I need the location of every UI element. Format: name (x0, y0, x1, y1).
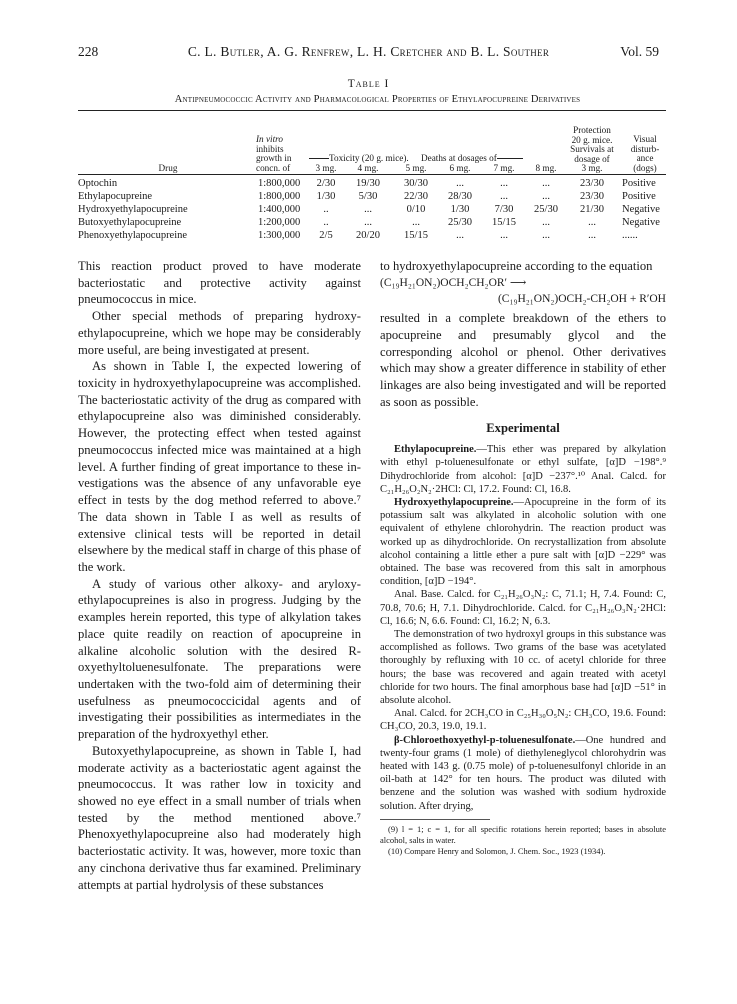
dose-3mg-header: 3 mg. (315, 163, 337, 173)
dose-cell: ... (500, 178, 508, 189)
paragraph: Other special methods of preparing hydroxyethylapocupreine, which we hope may be considerably more useful, are being investigated at present. (78, 309, 361, 357)
table-top-rule (78, 110, 666, 111)
dose-5mg-header: 5 mg. (405, 163, 427, 173)
protection-cell: ... (588, 217, 596, 228)
table-header-rule (78, 174, 666, 175)
dose-8mg-header: 8 mg. (535, 163, 557, 173)
dose-cell: ... (500, 230, 508, 241)
concn-cell: 1:200,000 (258, 217, 301, 228)
table-row (78, 191, 668, 204)
dose-cell: 2/30 (316, 178, 336, 189)
volume-label: Vol. 59 (620, 44, 659, 59)
visual-header (622, 135, 668, 173)
dose-cell: ... (364, 217, 372, 228)
equation-line-1: (C₁₉H₂₁ON₂)OCH₂CH₂OR′ ⟶ (380, 276, 527, 289)
footnote: (10) Compare Henry and Solomon, J. Chem. Soc., 1923 (1934). (388, 845, 606, 856)
in-vitro-line-2: inhibits (256, 143, 284, 154)
dose-cell: 25/30 (534, 204, 558, 215)
dose-cell: 28/30 (448, 191, 472, 202)
running-header (78, 44, 659, 62)
visual-cell: Negative (622, 217, 660, 228)
paragraph: The demonstration of two hydroxyl groups in this substance was accomplished as follows. Two grams of the base was acetylated thoroughly by refluxing with 10 cc. of acetyl chloride for three hours; the base was recovered and again treated with acetyl chloride for two hours. The final amorphous base had [α]D −51° in absolute alcohol. (380, 629, 666, 707)
table-row (78, 178, 668, 191)
paragraph: Butoxyethylapocupreine, as shown in Table I, had moderate activity as a bacteriostatic agent against the pneumococcus. It was rather low in toxicity and showed no eye effect in a small number of trials when tested by the method mentioned above.⁷ Phenoxyethylapocupreine also had moderately high bacteriostatic activity. It was, however, more toxic than any cinchona derivative thus far examined. Preliminary attempts at partial hydrolysis of these substances (78, 743, 361, 892)
dose-cell: 22/30 (404, 191, 428, 202)
dose-cell: ... (542, 178, 550, 189)
drug-header: Drug (158, 163, 178, 173)
dose-cell: ... (542, 191, 550, 202)
in-vitro-line-1: In vitro (256, 134, 283, 144)
dose-cell: ... (456, 178, 464, 189)
table-row (78, 217, 668, 230)
visual-line-4: (dogs) (633, 162, 657, 173)
dose-cell: 15/15 (404, 230, 428, 241)
experimental-entry (380, 443, 666, 496)
entry-title: Ethylapocupreine. (394, 444, 477, 456)
dose-cell: ... (542, 217, 550, 228)
dose-7mg-header: 7 mg. (493, 163, 515, 173)
visual-line-1: Visual (633, 134, 657, 144)
in-vitro-header (256, 135, 291, 173)
paragraph: Anal. Calcd. for 2CH₃CO in C₂₅H₃₀O₅N₂: CH₃CO, 19.6. Found: CH₃CO, 20.3, 19.0, 19.1. (380, 708, 666, 733)
right-column (380, 258, 666, 857)
dose-cell: 5/30 (358, 191, 378, 202)
protection-cell: ... (588, 230, 596, 241)
paragraph: This reaction product proved to have moderate bacteriostatic and protective activity against pneumococcus in mice. (78, 259, 361, 307)
drug-cell: Ethylapocupreine (78, 191, 153, 202)
dose-4mg-header: 4 mg. (357, 163, 379, 173)
protection-cell: 23/30 (580, 191, 604, 202)
paragraph: resulted in a complete breakdown of the ethers to apocupreine and presumably glycol and the corresponding alcohol or phenol. Other derivatives which may show a greater difference in stability of ether linkages are also being investigated and will be reported as soon as possible. (380, 311, 666, 409)
visual-cell: Negative (622, 204, 660, 215)
dose-cell: ... (456, 230, 464, 241)
protection-cell: 23/30 (580, 178, 604, 189)
concn-cell: 1:300,000 (258, 230, 301, 241)
paragraph: A study of various other alkoxy- and aryloxyethylapocupreines is also in progress. Judging by the examples herein reported, this type of alkylation takes place quite readily on reaction of apocupreine in alkaline alcoholic solution with the desired R-oxyethyltoluenesulfonate. The preparations were undertaken with the two-fold aim of determining their usefulness as pneumococcicidal agents and of investigating their possibilities as intermediates in the preparation of the hydroxyethyl ether. (78, 576, 361, 742)
page-number: 228 (78, 44, 99, 59)
entry-text: —One hundred and twenty-four grams (1 mole) of diethyleneglycol chlorohydrin was heated with 143 g. (0.75 mole) of p-toluenesulfonyl chloride in an oil-bath at 142° for ten hours. The product was diluted with benzene and the solution was washed with sodium hydroxide solution. After drying, (380, 734, 666, 812)
protection-header (560, 126, 624, 174)
protection-line-5: 3 mg. (581, 163, 603, 174)
dose-cell: 2/5 (319, 230, 333, 241)
table-row (78, 204, 668, 217)
entry-text: —This ether was prepared by alkylation with ethyl p-toluenesulfonate or ethyl sulfate, [α]D −198°.⁹ Dihydrochloride from alcohol: [α]D −237°.¹⁰ Anal. Calcd. for C₂₁H₂₆O₂N₂·2HCl: Cl, 17.2. Found: Cl, 16.8. (380, 444, 666, 495)
drug-cell: Butoxyethylapocupreine (78, 217, 182, 228)
protection-cell: 21/30 (580, 204, 604, 215)
equation-line-2: (C₁₉H₂₁ON₂)OCH₂-CH₂OH + R′OH (497, 293, 666, 306)
author-line: C. L. Butler, A. G. Renfrew, L. H. Cretcher and B. L. Souther (187, 44, 550, 59)
left-column (78, 258, 361, 893)
protection-line-2: 20 g. mice. (571, 134, 613, 145)
paragraph: As shown in Table I, the expected lowering of toxicity in hydroxyethylapocupreine was accomplished. The bacteriostatic activity of the drug as compared with ethylapocupreine also was diminished considerably. However, the protecting effect when tested against pneumococcus infected mice was maintained at a high level. A further finding of great importance to these investigations was the absence of any unfavorable eye effect in tests by the dog method referred to above.⁷ The data shown in Table I as well as results of extensive clinical tests will be reported in detail elsewhere by the medical staff in charge of this phase of the work. (78, 359, 361, 574)
dose-cell: 15/15 (492, 217, 516, 228)
dose-cell: ... (412, 217, 420, 228)
footnote-rule (380, 819, 490, 820)
table-title: Antipneumococcic Activity and Pharmacological Properties of Ethylapocupreine Derivatives (174, 94, 581, 105)
visual-line-2: disturb- (630, 143, 660, 154)
entry-title: Hydroxyethylapocupreine. (394, 497, 514, 508)
dose-cell: ... (542, 230, 550, 241)
concn-cell: 1:800,000 (258, 191, 301, 202)
footnote: (9) l = 1; c = 1, for all specific rotations herein reported; bases in absolute alcohol, salts in water. (380, 823, 666, 845)
dose-cell: ... (364, 204, 372, 215)
dose-cell: 30/30 (404, 178, 428, 189)
dose-cell: 19/30 (356, 178, 380, 189)
drug-cell: Phenoxyethylapocupreine (78, 230, 188, 241)
paragraph: to hydroxyethylapocupreine according to the equation (380, 259, 653, 273)
dose-cell: 0/10 (406, 204, 426, 215)
table-row (78, 230, 668, 243)
experimental-entry (380, 496, 666, 588)
entry-title: β-Chloroethoxyethyl-p-toluenesulfonate. (394, 734, 576, 746)
dose-6mg-header: 6 mg. (449, 163, 471, 173)
drug-cell: Hydroxyethylapocupreine (78, 204, 188, 215)
drug-cell: Optochin (78, 178, 118, 189)
in-vitro-line-3: growth in (256, 153, 292, 164)
toxicity-label: Toxicity (20 g. mice). (329, 153, 409, 163)
dose-cell: 7/30 (494, 204, 514, 215)
section-heading: Experimental (486, 421, 560, 436)
dose-cell: .. (323, 204, 329, 215)
in-vitro-line-4: concn. of (256, 162, 291, 173)
visual-cell: ...... (622, 230, 638, 241)
dose-cell: 1/30 (316, 191, 336, 202)
paragraph: Anal. Base. Calcd. for C₂₁H₂₆O₃N₂: C, 71.1; H, 7.4. Found: C, 70.8, 70.6; H, 7.1. Dihydrochloride. Calcd. for C₂₁H₂₆O₃N₂·2HCl: Cl, 16.6; N, 6.6. Found: Cl, 16.2; N, 6.3. (380, 589, 666, 627)
concn-cell: 1:400,000 (258, 204, 301, 215)
dose-cell: ... (500, 191, 508, 202)
table-caption: Table I (347, 78, 390, 90)
dose-cell: 20/20 (356, 230, 380, 241)
protection-line-3: Survivals at (570, 144, 614, 155)
entry-text: —Apocupreine in the form of its potassium salt was alkylated in alcoholic solution with one equivalent of ethylene chlorohydrin. The reaction product was worked up as dihydrochloride. On recrystallization from absolute alcohol containing a little ether a pure salt with [α]D −229° was obtained. The base was recovered from this salt in amorphous condition, [α]D −194°. (380, 497, 666, 588)
visual-cell: Positive (622, 191, 656, 202)
deaths-label: Deaths at dosages of (421, 153, 497, 163)
visual-line-3: ance (636, 153, 654, 164)
dose-cell: 25/30 (448, 217, 472, 228)
visual-cell: Positive (622, 178, 656, 189)
dose-cell: .. (323, 217, 329, 228)
protection-line-4: dosage of (574, 153, 610, 164)
protection-line-1: Protection (573, 125, 611, 135)
experimental-entry (380, 734, 666, 813)
dose-cell: 1/30 (450, 204, 470, 215)
concn-cell: 1:800,000 (258, 178, 301, 189)
